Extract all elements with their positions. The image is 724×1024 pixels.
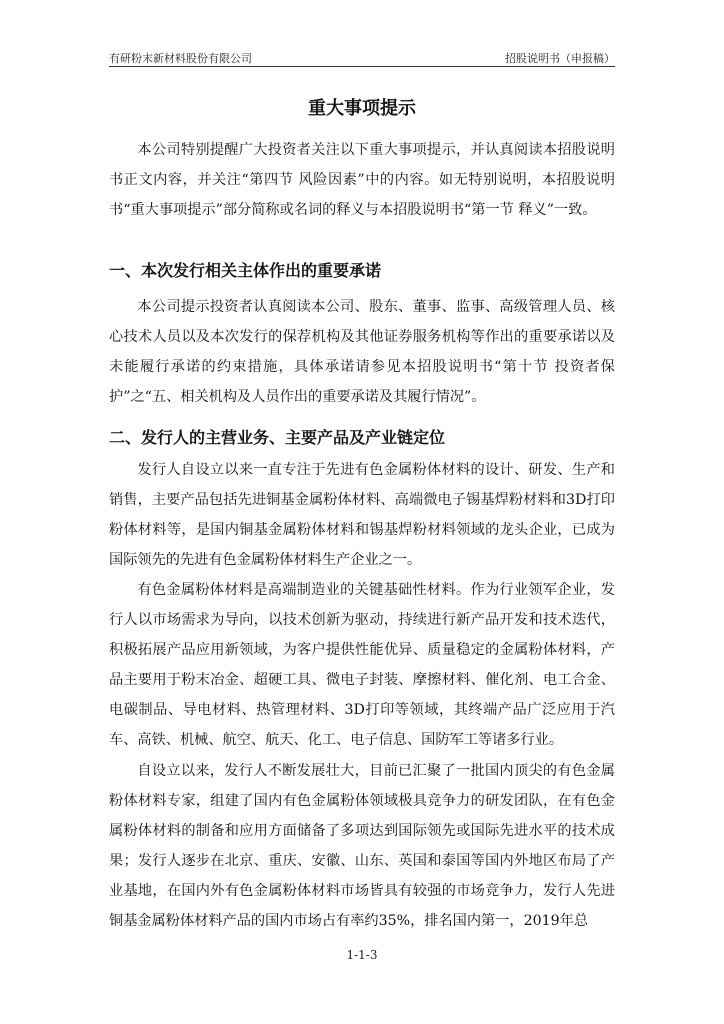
header-document-name: 招股说明书（申报稿）: [505, 52, 615, 65]
header-company-name: 有研粉末新材料股份有限公司: [109, 52, 252, 65]
section-2-paragraph-3: 自设立以来，发行人不断发展壮大，目前已汇聚了一批国内顶尖的有色金属粉体材料专家，组建了国内有色金属粉体领域极具竞争力的研发团队，在有色金属粉体材料的制备和应用方面储备了多项达到国际领先或国际先进水平的技术成果；发行人逐步在北京、重庆、安徽、山东、英国和泰国等国内外地区布局了产业基地，在国内外有色金属粉体材料市场皆具有较强的市场竞争力，发行人先进铜基金属粉体材料产品的国内市场占有率约35%，排名国内第一，2019年总: [109, 763, 615, 929]
page-number: 1-1-3: [346, 948, 378, 962]
section-heading-commitments: 一、本次发行相关主体作出的重要承诺: [109, 261, 382, 280]
page-header: [109, 46, 615, 67]
page-title: 重大事项提示: [308, 98, 416, 119]
section-2-paragraph-1: 发行人自设立以来一直专注于先进有色金属粉体材料的设计、研发、生产和销售，主要产品包括先进铜基金属粉体材料、高端微电子锡基焊粉材料和3D打印粉体材料等，是国内铜基金属粉体材料和锡基焊粉材料领域的龙头企业，已成为国际领先的先进有色金属粉体材料生产企业之一。: [109, 462, 615, 568]
intro-paragraph: 本公司特别提醒广大投资者关注以下重大事项提示，并认真阅读本招股说明书正文内容，并关注“第四节 风险因素”中的内容。如无特别说明，本招股说明书“重大事项提示”部分简称或名词的释义与本招股说明书“第一节 释义”一致。: [109, 142, 615, 218]
section-2-paragraph-2: 有色金属粉体材料是高端制造业的关键基础性材料。作为行业领军企业，发行人以市场需求为导向，以技术创新为驱动，持续进行新产品开发和技术迭代，积极拓展产品应用新领域，为客户提供性能优异、质量稳定的金属粉体材料，产品主要用于粉末冶金、超硬工具、微电子封装、摩擦材料、催化剂、电工合金、电碳制品、导电材料、热管理材料、3D打印等领域，其终端产品广泛应用于汽车、高铁、机械、航空、航天、化工、电子信息、国防军工等诸多行业。: [109, 582, 615, 748]
section-1-paragraph: 本公司提示投资者认真阅读本公司、股东、董事、监事、高级管理人员、核心技术人员以及本次发行的保荐机构及其他证券服务机构等作出的重要承诺以及未能履行承诺的约束措施，具体承诺请参见本招股说明书“第十节 投资者保护”之“五、相关机构及人员作出的重要承诺及其履行情况”。: [109, 299, 615, 405]
section-heading-main-business: 二、发行人的主营业务、主要产品及产业链定位: [109, 428, 446, 447]
